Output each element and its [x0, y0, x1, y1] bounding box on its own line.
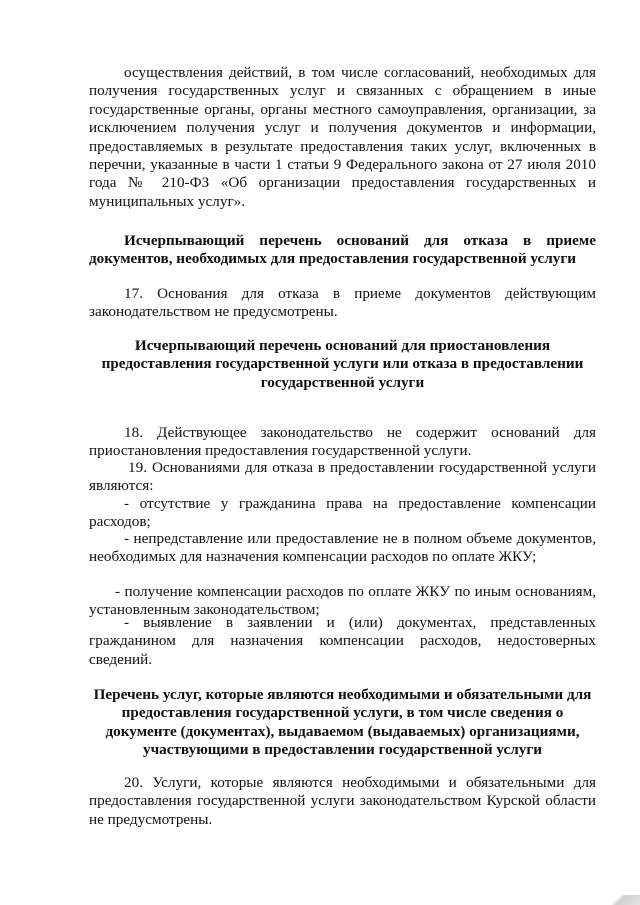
page-corner-shadow [596, 895, 640, 905]
list-item-incomplete-documents: - непредставление или предоставление не в полном объеме документов, необходимых для назначения компенсации расходов по оплате ЖКУ; [89, 530, 596, 566]
paragraph-18: 18. Действующее законодательство не содержит оснований для приостановления предоставления государственной услуги. [89, 424, 596, 460]
section-heading-refusal-acceptance: Исчерпывающий перечень оснований для отказа в приеме документов, необходимых для предоставления государственной услуги [89, 232, 596, 268]
section-heading-suspension: Исчерпывающий перечень оснований для приостановления предоставления государственной услуги или отказа в предоставлении государственной услуги [101, 337, 584, 391]
paragraph-20: 20. Услуги, которые являются необходимыми и обязательными для предоставления государственной услуги законодательством Курской области не предусмотрены. [89, 774, 596, 828]
list-item-other-grounds: - получение компенсации расходов по оплате ЖКУ по иным основаниям, установленным законодательством; [89, 583, 596, 619]
paragraph-17: 17. Основания для отказа в приеме документов действующим законодательством не предусмотрены. [89, 285, 596, 321]
paragraph-continuation: осуществления действий, в том числе согласований, необходимых для получения государственных услуг и связанных с обращением в иные государственные органы, органы местного самоуправления, организации, за исключением получения услуг и получения документов и информации, предоставляемых в результате предоставления таких услуг, включенных в перечни, указанные в части 1 статьи 9 Федерального закона от 27 июля 2010 года № 210-ФЗ «Об организации предоставления государственных и муниципальных услуг». [89, 64, 596, 210]
paragraph-19: 19. Основаниями для отказа в предоставлении государственной услуги являются: [89, 459, 596, 495]
list-item-no-right: - отсутствие у гражданина права на предоставление компенсации расходов; [89, 495, 596, 531]
section-heading-required-services: Перечень услуг, которые являются необходимыми и обязательными для предоставления государственной услуги, в том числе сведения о документе (документах), выдаваемом (выдаваемых) организациями, участвующими в предоставлении государственной услуги [93, 686, 592, 759]
list-item-false-information: - выявление в заявлении и (или) документах, представленных гражданином для назначения компенсации расходов, недостоверных сведений. [89, 614, 596, 668]
